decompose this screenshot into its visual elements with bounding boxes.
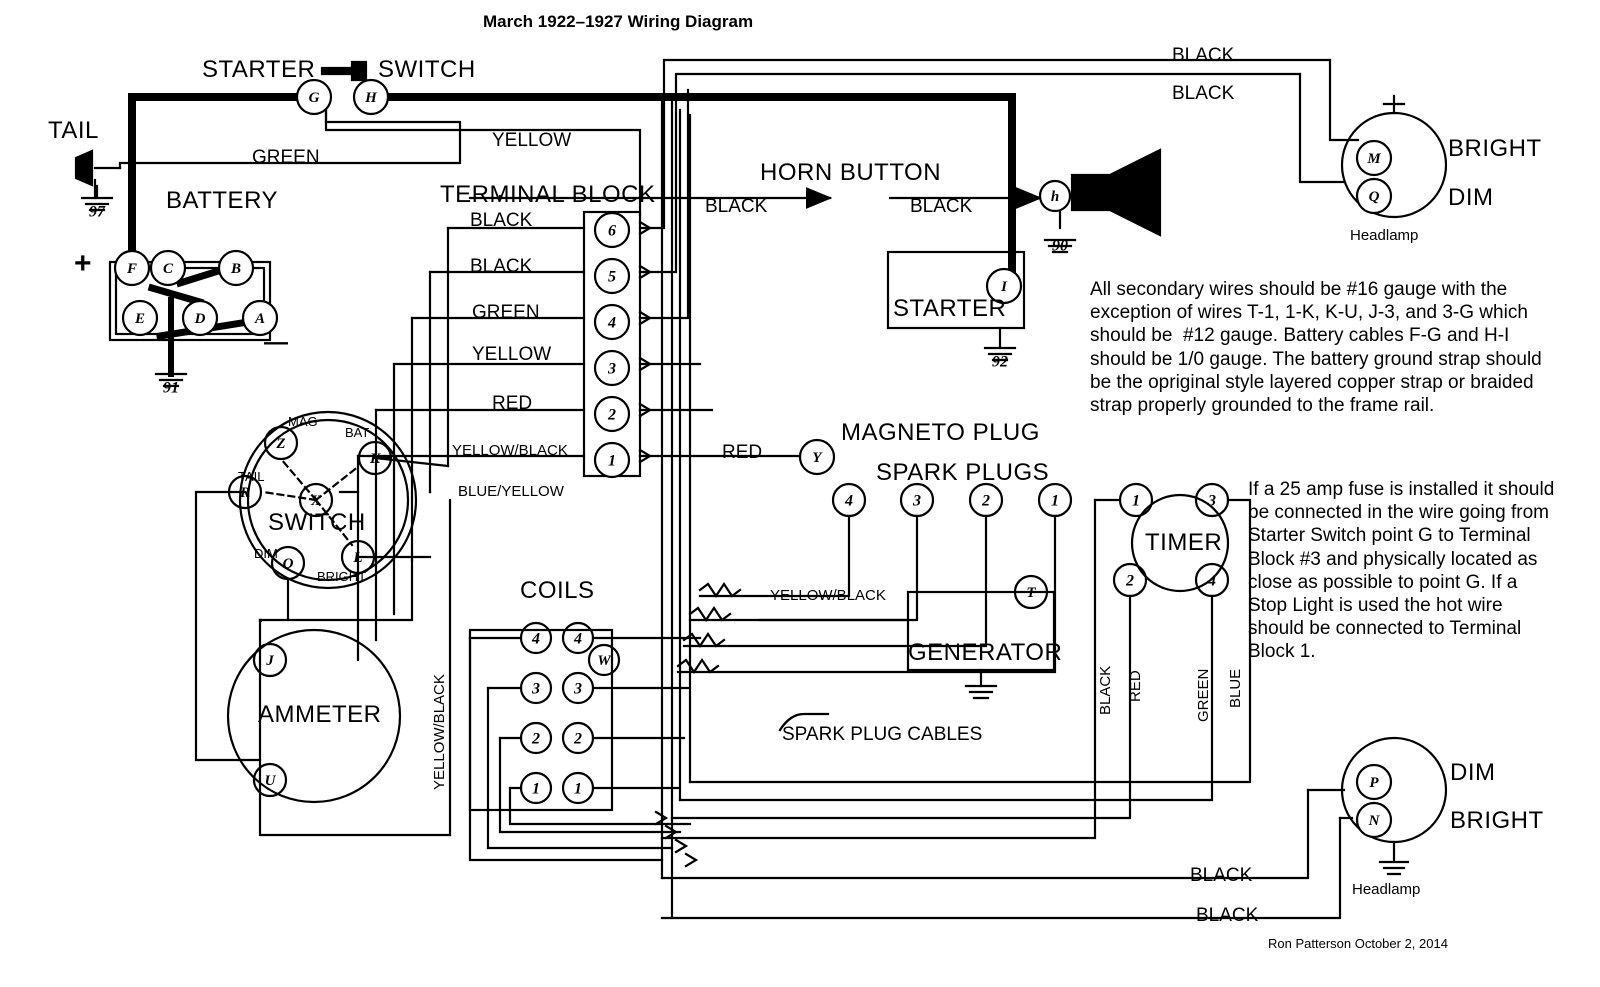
svg-text:90: 90 xyxy=(1052,237,1068,255)
svg-text:1: 1 xyxy=(1132,492,1140,510)
svg-text:G: G xyxy=(308,90,320,106)
label-switch-mag: MAG xyxy=(288,414,318,429)
svg-text:I: I xyxy=(1001,279,1007,295)
wire-label-timer-blue: BLUE xyxy=(1227,668,1244,708)
svg-text:4: 4 xyxy=(608,314,616,332)
svg-text:A: A xyxy=(254,311,266,327)
wire-label-timer-red: RED xyxy=(1127,670,1144,702)
svg-text:5: 5 xyxy=(608,268,616,286)
svg-text:U: U xyxy=(264,773,276,789)
svg-text:6: 6 xyxy=(608,222,616,240)
label-tail: TAIL xyxy=(48,117,99,144)
label-horn-button: HORN BUTTON xyxy=(760,159,942,186)
label-starter-switch-right: SWITCH xyxy=(378,56,476,83)
svg-text:O: O xyxy=(282,556,294,572)
svg-text:3: 3 xyxy=(608,360,616,378)
svg-text:3: 3 xyxy=(532,680,540,698)
label-coils: COILS xyxy=(520,577,595,604)
wire-label-horn-black-right: BLACK xyxy=(910,196,973,217)
label-dim-bottom: DIM xyxy=(1450,759,1496,786)
wire-label-horn-black-left: BLACK xyxy=(705,196,768,217)
wire-label-yellow-top: YELLOW xyxy=(492,130,572,151)
svg-text:N: N xyxy=(1368,813,1380,829)
label-bright-bottom: BRIGHT xyxy=(1450,807,1544,834)
label-generator: GENERATOR xyxy=(908,639,1063,666)
page-title: March 1922–1927 Wiring Diagram xyxy=(483,12,754,31)
svg-text:3: 3 xyxy=(913,492,921,510)
svg-text:1: 1 xyxy=(608,452,616,470)
wire-label-black-bottom-2: BLACK xyxy=(1196,905,1259,926)
svg-text:T: T xyxy=(1026,585,1036,601)
label-spark-plug-cables: SPARK PLUG CABLES xyxy=(782,724,983,745)
svg-text:D: D xyxy=(194,311,206,327)
wire-label-green-top: GREEN xyxy=(252,147,320,168)
svg-text:Z: Z xyxy=(276,436,286,452)
svg-text:1: 1 xyxy=(532,780,540,798)
label-starter-switch-left: STARTER xyxy=(202,56,316,83)
svg-text:Y: Y xyxy=(812,450,822,466)
wire-label-ammeter-yellow-black: YELLOW/BLACK xyxy=(431,674,448,790)
label-battery-minus: — xyxy=(264,329,288,356)
label-switch-bright: BRIGHT xyxy=(317,569,367,584)
label-terminal-block: TERMINAL BLOCK xyxy=(440,181,656,208)
label-magneto-plug: MAGNETO PLUG xyxy=(841,419,1040,446)
svg-text:4: 4 xyxy=(574,630,582,648)
label-bright-top: BRIGHT xyxy=(1448,135,1542,162)
label-switch-tail: TAIL xyxy=(238,469,265,484)
label-headlamp-bottom: Headlamp xyxy=(1352,881,1421,898)
svg-text:L: L xyxy=(353,550,363,566)
wire-label-timer-green: GREEN xyxy=(1195,668,1212,722)
wire-label-tb-black-1: BLACK xyxy=(470,210,533,231)
svg-text:2: 2 xyxy=(574,730,582,748)
label-battery: BATTERY xyxy=(166,187,278,214)
label-switch-dim: DIM xyxy=(254,546,278,561)
svg-text:K: K xyxy=(369,451,381,467)
svg-text:91: 91 xyxy=(163,379,179,397)
svg-text:P: P xyxy=(1369,775,1379,791)
label-switch-bat: BAT xyxy=(345,425,370,440)
note-fuse: If a 25 amp fuse is installed it should be connected in the wire going from Starter Switch point G to Terminal Block #3 and physically located as close as possible to point G. If a Stop Light is used the hot wire should be connected to Terminal Block 1. xyxy=(1248,479,1560,663)
svg-text:B: B xyxy=(230,261,242,277)
label-headlamp-top: Headlamp xyxy=(1350,227,1419,244)
svg-text:h: h xyxy=(1050,189,1060,205)
svg-text:97: 97 xyxy=(89,203,105,221)
wire-label-black-bottom-1: BLACK xyxy=(1190,865,1253,886)
wire-label-tb-yellow-black: YELLOW/BLACK xyxy=(452,442,568,459)
svg-text:R: R xyxy=(239,485,251,501)
wire-label-red-magneto: RED xyxy=(722,442,763,463)
svg-text:2: 2 xyxy=(982,492,990,510)
svg-text:X: X xyxy=(310,493,322,509)
svg-text:2: 2 xyxy=(608,406,616,424)
svg-text:Q: Q xyxy=(1368,189,1380,205)
svg-text:4: 4 xyxy=(845,492,853,510)
wire-label-tb-green: GREEN xyxy=(472,302,540,323)
credit-line: Ron Patterson October 2, 2014 xyxy=(1268,936,1448,951)
svg-text:W: W xyxy=(597,653,611,669)
svg-text:C: C xyxy=(162,261,174,277)
label-ammeter: AMMETER xyxy=(258,701,382,728)
svg-text:2: 2 xyxy=(532,730,540,748)
wire-label-tb-yellow: YELLOW xyxy=(472,344,552,365)
wire-label-tb-blue-yellow: BLUE/YELLOW xyxy=(458,483,564,500)
svg-text:92: 92 xyxy=(992,353,1008,371)
label-timer: TIMER xyxy=(1145,529,1223,556)
svg-text:J: J xyxy=(266,653,274,669)
svg-text:3: 3 xyxy=(574,680,582,698)
label-dim-top: DIM xyxy=(1448,184,1494,211)
svg-text:4: 4 xyxy=(532,630,540,648)
wire-label-tb-black-2: BLACK xyxy=(470,256,533,277)
label-spark-plugs: SPARK PLUGS xyxy=(876,459,1050,486)
svg-text:H: H xyxy=(365,90,377,106)
wire-label-black-top-1: BLACK xyxy=(1172,45,1235,66)
wire-label-tb-red: RED xyxy=(492,393,533,414)
svg-text:1: 1 xyxy=(1051,492,1059,510)
wire-label-yellow-black-generator: YELLOW/BLACK xyxy=(770,587,886,604)
wire-label-black-top-2: BLACK xyxy=(1172,83,1235,104)
svg-text:E: E xyxy=(134,311,146,327)
wire-label-timer-black: BLACK xyxy=(1097,665,1114,715)
svg-text:M: M xyxy=(1367,151,1381,167)
note-gauge: All secondary wires should be #16 gauge with the exception of wires T-1, 1-K, K-U, J-3, and 3-G which should be #12 gauge. Battery cables F-G and H-I should be 1/0 gauge. The battery ground strap should be the opriginal style layered copper strap or braided strap properly grounded to the frame rail. xyxy=(1090,279,1548,416)
svg-text:F: F xyxy=(126,261,138,277)
svg-text:4: 4 xyxy=(1208,572,1216,590)
svg-text:S: S xyxy=(81,161,91,177)
label-starter: STARTER xyxy=(893,295,1007,322)
svg-text:2: 2 xyxy=(1126,572,1134,590)
label-battery-plus: + xyxy=(74,247,92,280)
label-switch: SWITCH xyxy=(268,509,366,536)
svg-text:3: 3 xyxy=(1208,492,1216,510)
svg-text:1: 1 xyxy=(574,780,582,798)
